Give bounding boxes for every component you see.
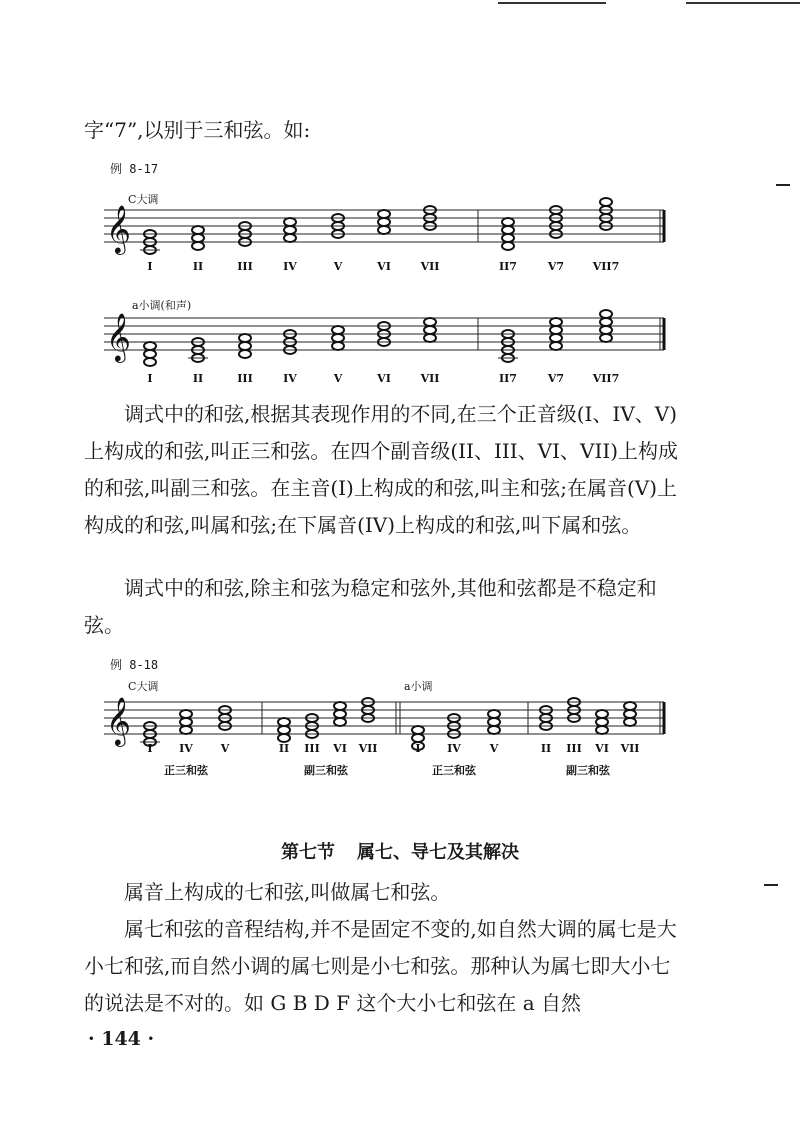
example-18-numeral: III xyxy=(304,742,320,755)
example-18-chord-note xyxy=(412,734,424,742)
a-minor-seventh-note xyxy=(550,334,562,342)
example-18-chord-note xyxy=(624,702,636,710)
example-18-chord-note xyxy=(596,726,608,734)
a-minor-seventh-note xyxy=(550,326,562,334)
a-minor-seventh-note xyxy=(550,342,562,350)
c-major-numeral: I xyxy=(147,260,153,273)
a-minor-numeral: IV xyxy=(283,372,297,385)
a-minor-triad-note xyxy=(332,334,344,342)
c-major-triad-note xyxy=(192,242,204,250)
staff-a-minor-treble-clef: 𝄞 xyxy=(106,312,131,361)
example-18-chord-note xyxy=(334,702,346,710)
a-minor-triad-note xyxy=(239,334,251,342)
c-major-triad-note xyxy=(284,234,296,242)
a-minor-numeral: VII7 xyxy=(592,372,620,385)
example-18-numeral: VII xyxy=(620,742,640,755)
section-title: 属七、导七及其解决 xyxy=(357,842,519,863)
c-major-triad-note xyxy=(378,226,390,234)
paragraph-dominant-seventh-def: 属音上构成的七和弦,叫做属七和弦。 xyxy=(124,880,451,904)
c-major-numeral: II xyxy=(192,260,204,273)
example-18-numeral: II xyxy=(540,742,552,755)
example-18-chord-note xyxy=(624,710,636,718)
example-18-chord-note xyxy=(278,726,290,734)
example-18-numeral: IV xyxy=(179,742,193,755)
paragraph-dominant-seventh-structure: 属七和弦的音程结构,并不是固定不变的,如自然大调的属七是大小七和弦,而自然小调的属七则是小七和弦。那种认为属七即大小七的说法是不对的。如 G B D F 这个大小七和弦在 a 自然 xyxy=(84,917,677,1015)
a-minor-harmonic-key-label: a小调(和声) xyxy=(132,299,192,312)
example-18-chord-note xyxy=(278,718,290,726)
a-minor-numeral: V7 xyxy=(547,372,565,385)
c-major-numeral: V xyxy=(333,260,343,273)
example-18-chord-note xyxy=(334,710,346,718)
a-minor-triad-note xyxy=(144,358,156,366)
a-minor-numeral: V xyxy=(333,372,343,385)
example-18-chord-note xyxy=(180,710,192,718)
a-minor-triad-note xyxy=(144,342,156,350)
a-minor-numeral: II7 xyxy=(499,372,517,385)
c-major-seventh-note xyxy=(502,242,514,250)
a-minor-triad-note xyxy=(424,326,436,334)
intro-line: 字“7”,以别于三和弦。如: xyxy=(84,118,311,142)
a-minor-numeral: VI xyxy=(377,372,391,385)
a-minor-triad-note xyxy=(424,334,436,342)
example-8-18-label: 例 8-18 xyxy=(110,658,159,672)
example-18-numeral: I xyxy=(147,742,153,755)
page-number: · 144 · xyxy=(88,1028,155,1050)
a-minor-key-label-2: a小调 xyxy=(404,680,433,693)
example-18-chord-note xyxy=(624,718,636,726)
a-minor-triad-note xyxy=(424,318,436,326)
example-18-numeral: VII xyxy=(358,742,378,755)
example-18-numeral: VI xyxy=(333,742,347,755)
c-major-key-label-2: C大调 xyxy=(128,680,159,693)
example-18-numeral: III xyxy=(566,742,582,755)
section-number: 第七节 xyxy=(281,842,335,863)
section-heading xyxy=(0,838,800,864)
example-18-chord-note xyxy=(488,726,500,734)
c-major-numeral: VI xyxy=(377,260,391,273)
example-18-chord-note xyxy=(334,718,346,726)
c-major-numeral: VII xyxy=(420,260,440,273)
chord-group-label: 正三和弦 xyxy=(432,764,476,777)
a-minor-numeral: III xyxy=(237,372,253,385)
example-18-numeral: I xyxy=(415,742,421,755)
example-18-chord-note xyxy=(596,710,608,718)
c-major-triad-note xyxy=(284,218,296,226)
a-minor-triad-note xyxy=(239,350,251,358)
c-major-seventh-note xyxy=(502,234,514,242)
c-major-numeral: II7 xyxy=(499,260,517,273)
c-major-numeral: IV xyxy=(283,260,297,273)
example-8-17-label: 例 8-17 xyxy=(110,162,159,176)
staff-c-major-treble-clef: 𝄞 xyxy=(106,204,131,253)
a-minor-seventh-note xyxy=(550,318,562,326)
a-minor-triad-note xyxy=(332,342,344,350)
c-major-numeral: III xyxy=(237,260,253,273)
a-minor-seventh-note xyxy=(600,326,612,334)
example-18-chord-note xyxy=(278,734,290,742)
paragraph-stability: 调式中的和弦,除主和弦为稳定和弦外,其他和弦都是不稳定和弦。 xyxy=(84,576,657,637)
a-minor-seventh-note xyxy=(600,310,612,318)
c-major-seventh-note xyxy=(502,226,514,234)
a-minor-numeral: II xyxy=(192,372,204,385)
example-18-chord-note xyxy=(596,718,608,726)
chord-group-label: 副三和弦 xyxy=(566,764,610,777)
c-major-seventh-note xyxy=(600,198,612,206)
example-18-numeral: V xyxy=(489,742,499,755)
c-major-numeral: V7 xyxy=(547,260,565,273)
example-18-chord-note xyxy=(180,718,192,726)
c-major-seventh-note xyxy=(502,218,514,226)
paragraph-chord-types: 调式中的和弦,根据其表现作用的不同,在三个正音级(I、IV、V)上构成的和弦,叫正三和弦。在四个副音级(II、III、VI、VII)上构成的和弦,叫副三和弦。在主音(I)上构成的和弦,叫主和弦;在属音(V)上构成的和弦,叫属和弦;在下属音(IV)上构成的和弦,叫下属和弦。 xyxy=(84,402,679,537)
c-major-triad-note xyxy=(192,234,204,242)
example-18-numeral: VI xyxy=(595,742,609,755)
a-minor-seventh-note xyxy=(600,318,612,326)
a-minor-numeral: VII xyxy=(420,372,440,385)
example-18-chord-note xyxy=(412,726,424,734)
c-major-numeral: VII7 xyxy=(592,260,620,273)
example-18-numeral: V xyxy=(220,742,230,755)
example-18-chord-note xyxy=(180,726,192,734)
a-minor-triad-note xyxy=(332,326,344,334)
a-minor-numeral: I xyxy=(147,372,153,385)
example-18-chord-note xyxy=(488,710,500,718)
a-minor-triad-note xyxy=(144,350,156,358)
staff-example-18-treble-clef: 𝄞 xyxy=(106,696,131,745)
c-major-triad-note xyxy=(284,226,296,234)
example-18-numeral: IV xyxy=(447,742,461,755)
chord-group-label: 正三和弦 xyxy=(164,764,208,777)
a-minor-triad-note xyxy=(239,342,251,350)
c-major-triad-note xyxy=(378,218,390,226)
a-minor-seventh-note xyxy=(600,334,612,342)
c-major-triad-note xyxy=(378,210,390,218)
c-major-key-label: C大调 xyxy=(128,193,159,206)
example-18-chord-note xyxy=(488,718,500,726)
chord-group-label: 副三和弦 xyxy=(304,764,348,777)
example-18-numeral: II xyxy=(278,742,290,755)
c-major-triad-note xyxy=(192,226,204,234)
